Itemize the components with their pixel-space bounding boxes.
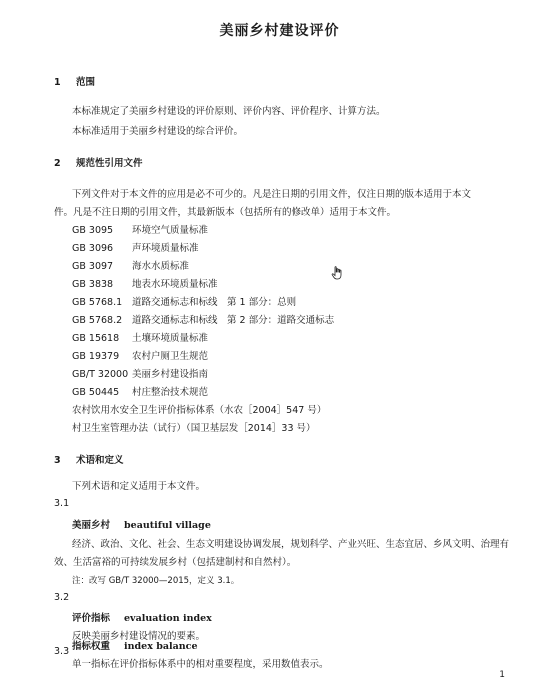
reference-name: 土壤环境质量标准 [132, 333, 209, 344]
section-number: 2 [54, 158, 61, 169]
reference-code: GB 5768.1 [72, 297, 123, 308]
reference-item: 村卫生室管理办法（试行）（国卫基层发［2014］33 号） [72, 423, 316, 434]
reference-name: 地表水环境质量标准 [132, 279, 218, 290]
reference-code: GB 19379 [72, 351, 120, 362]
term-en: index balance [124, 641, 198, 652]
reference-code: GB 5768.2 [72, 315, 123, 326]
reference-item [72, 294, 296, 308]
section-1-heading [54, 74, 95, 88]
reference-name: 农村户厕卫生规范 [132, 351, 209, 362]
document-title: 美丽乡村建设评价 [219, 23, 340, 39]
clause-number: 3.1 [54, 498, 70, 509]
reference-item [72, 276, 218, 290]
reference-name: 海水水质标准 [132, 261, 190, 272]
section-title: 规范性引用文件 [76, 158, 143, 169]
paragraph: 下列文件对于本文件的应用是必不可少的。凡是注日期的引用文件，仅注日期的版本适用于本文 [72, 189, 472, 200]
reference-item [72, 240, 199, 254]
reference-name: 环境空气质量标准 [132, 225, 209, 236]
reference-code: GB 50445 [72, 387, 120, 398]
term-en: evaluation index [124, 613, 212, 624]
reference-item [72, 222, 208, 236]
reference-item [72, 258, 189, 272]
page-number: 1 [499, 670, 505, 680]
clause-number: 3.2 [54, 592, 70, 603]
section-number: 1 [54, 77, 61, 88]
section-2-heading [54, 155, 143, 169]
reference-code: GB 15618 [72, 333, 120, 344]
section-title: 范围 [76, 77, 96, 88]
clause-number: 3.3 [54, 646, 70, 657]
reference-item: 农村饮用水安全卫生评价指标体系（水农［2004］547 号） [72, 405, 327, 416]
reference-name: 道路交通标志和标线 第 2 部分：道路交通标志 [132, 315, 335, 326]
term-zh: 评价指标 [72, 613, 111, 624]
reference-code: GB 3096 [72, 243, 114, 254]
hand-cursor-icon [331, 266, 343, 280]
reference-code: GB 3095 [72, 225, 114, 236]
paragraph: 下列术语和定义适用于本文件。 [72, 481, 206, 492]
section-3-heading [54, 452, 124, 466]
reference-item [72, 330, 208, 344]
term-heading-3-3 [72, 638, 198, 652]
term-heading [72, 517, 211, 531]
term-definition: 反映美丽乡村建设情况的要素。 [72, 631, 206, 642]
reference-item [72, 366, 208, 380]
term-definition: 单一指标在评价指标体系中的相对重要程度，采用数值表示。 [72, 659, 329, 670]
paragraph: 本标准适用于美丽乡村建设的综合评价。 [72, 126, 244, 137]
term-definition: 经济、政治、文化、社会、生态文明建设协调发展，规划科学、产业兴旺、生态宜居、乡风文明、治理有 [72, 539, 510, 550]
paragraph: 件。凡是不注日期的引用文件，其最新版本（包括所有的修改单）适用于本文件。 [54, 207, 397, 218]
reference-code: GB/T 32000 [72, 369, 129, 380]
section-number: 3 [54, 455, 61, 466]
reference-name: 村庄整治技术规范 [132, 387, 209, 398]
term-en: beautiful village [124, 520, 211, 531]
paragraph: 本标准规定了美丽乡村建设的评价原则、评价内容、评价程序、计算方法。 [72, 106, 386, 117]
reference-item [72, 312, 334, 326]
section-title: 术语和定义 [76, 455, 124, 466]
term-definition: 效、生活富裕的可持续发展乡村（包括建制村和自然村）。 [54, 557, 297, 568]
reference-item [72, 384, 208, 398]
reference-name: 声环境质量标准 [132, 243, 199, 254]
reference-item [72, 348, 208, 362]
reference-code: GB 3097 [72, 261, 114, 272]
term-zh: 指标权重 [72, 641, 111, 652]
term-heading [72, 610, 212, 624]
reference-code: GB 3838 [72, 279, 114, 290]
term-zh: 美丽乡村 [72, 520, 111, 531]
reference-name: 道路交通标志和标线 第 1 部分：总则 [132, 297, 297, 308]
term-note: 注：改写 GB/T 32000—2015，定义 3.1。 [72, 576, 240, 586]
reference-name: 美丽乡村建设指南 [132, 369, 209, 380]
